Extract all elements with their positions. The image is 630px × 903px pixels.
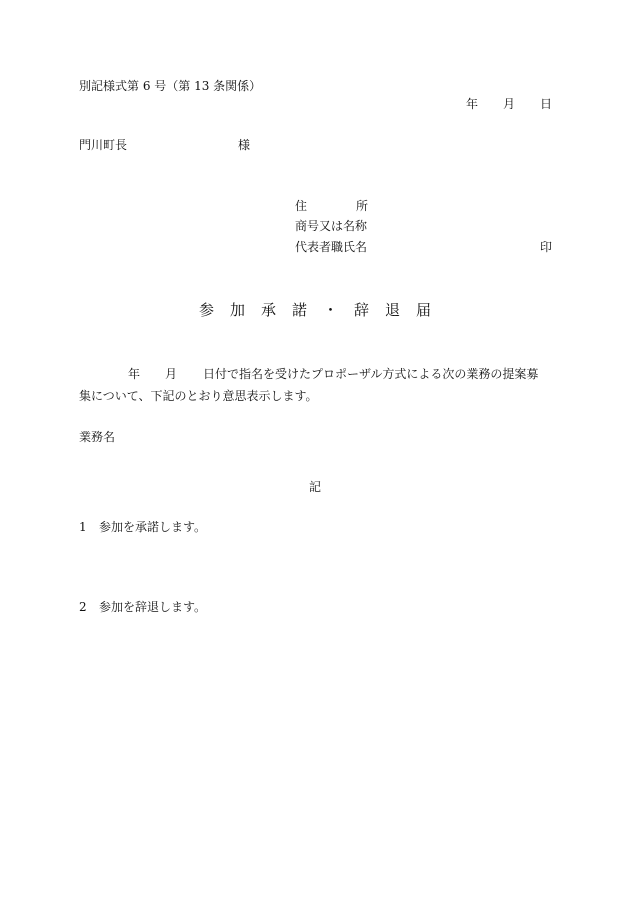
seal-mark: 印 <box>540 240 553 254</box>
address-label-second: 所 <box>356 199 369 213</box>
body-line-1: 日付で指名を受けたプロポーザル方式による次の業務の提案募 <box>203 367 539 381</box>
date-year-label: 年 <box>466 97 479 111</box>
option-2-number: 2 <box>79 600 87 614</box>
business-name-label: 商号又は名称 <box>295 219 368 233</box>
date-month-label: 月 <box>503 97 516 111</box>
addressee-name: 門川町長 <box>79 138 128 152</box>
title-char: 届 <box>416 301 432 319</box>
option-1-number: 1 <box>79 520 87 534</box>
ki-heading: 記 <box>309 480 322 494</box>
date-day-label: 日 <box>540 97 553 111</box>
option-1-text: 参加を承諾します。 <box>99 520 207 534</box>
project-name-label: 業務名 <box>79 430 116 444</box>
title-char: ・ <box>323 301 339 319</box>
title-char: 辞 <box>354 301 370 319</box>
option-2-text: 参加を辞退します。 <box>99 600 207 614</box>
title-char: 承 <box>261 301 277 319</box>
title-char: 諾 <box>292 301 308 319</box>
address-label-first: 住 <box>295 199 308 213</box>
body-line-2: 集について、下記のとおり意思表示します。 <box>79 389 318 403</box>
title-char: 加 <box>230 301 246 319</box>
representative-label: 代表者職氏名 <box>295 240 368 254</box>
body-year-label: 年 <box>128 367 141 381</box>
body-month-label: 月 <box>165 367 178 381</box>
addressee-honorific: 様 <box>238 138 251 152</box>
document-title <box>199 303 439 321</box>
form-reference: 別記様式第 6 号（第 13 条関係） <box>79 79 262 93</box>
title-char: 参 <box>199 301 215 319</box>
title-char: 退 <box>385 301 401 319</box>
